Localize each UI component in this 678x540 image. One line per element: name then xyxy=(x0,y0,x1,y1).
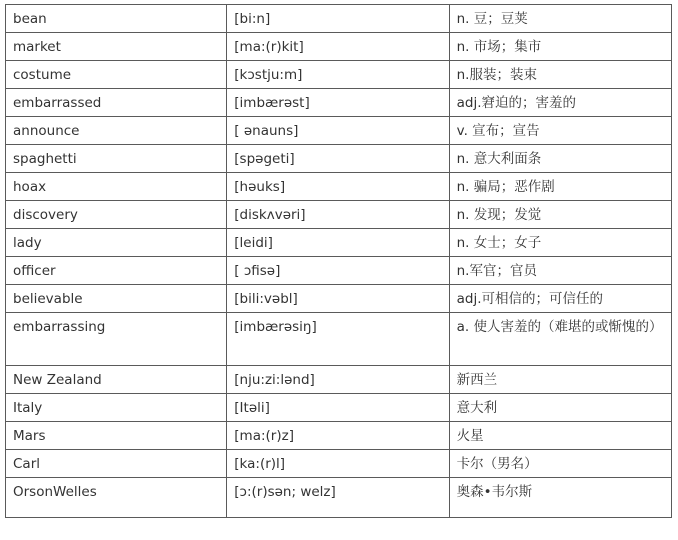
definition-cell: n. 发现；发觉 xyxy=(449,201,671,229)
definition-cell: n. 市场；集市 xyxy=(449,33,671,61)
pronunciation-cell: [kɔstju:m] xyxy=(227,61,449,89)
table-row xyxy=(6,422,672,450)
pronunciation-cell: [diskʌvəri] xyxy=(227,201,449,229)
word-cell: costume xyxy=(6,61,227,89)
table-row xyxy=(6,33,672,61)
word-cell: spaghetti xyxy=(6,145,227,173)
definition-cell: a. 使人害羞的（难堪的或惭愧的） xyxy=(449,313,671,366)
word-cell: New Zealand xyxy=(6,366,227,394)
pronunciation-cell: [həuks] xyxy=(227,173,449,201)
table-row xyxy=(6,89,672,117)
word-cell: embarrassed xyxy=(6,89,227,117)
pronunciation-cell: [ ɔfisə] xyxy=(227,257,449,285)
word-cell: Carl xyxy=(6,450,227,478)
table-row xyxy=(6,201,672,229)
table-row xyxy=(6,257,672,285)
word-cell: Italy xyxy=(6,394,227,422)
word-cell: Mars xyxy=(6,422,227,450)
vocabulary-table xyxy=(5,4,672,518)
word-cell: officer xyxy=(6,257,227,285)
pronunciation-cell: [ka:(r)l] xyxy=(227,450,449,478)
word-cell: OrsonWelles xyxy=(6,478,227,518)
word-cell: market xyxy=(6,33,227,61)
definition-cell: n.服装；装束 xyxy=(449,61,671,89)
table-row xyxy=(6,173,672,201)
pronunciation-cell: [bili:vəbl] xyxy=(227,285,449,313)
table-row xyxy=(6,285,672,313)
pronunciation-cell: [ma:(r)kit] xyxy=(227,33,449,61)
pronunciation-cell: [leidi] xyxy=(227,229,449,257)
pronunciation-cell: [ɔ:(r)sən; welz] xyxy=(227,478,449,518)
definition-cell: n.军官；官员 xyxy=(449,257,671,285)
pronunciation-cell: [Itəli] xyxy=(227,394,449,422)
word-cell: discovery xyxy=(6,201,227,229)
definition-cell: n. 豆；豆荚 xyxy=(449,5,671,33)
pronunciation-cell: [ ənauns] xyxy=(227,117,449,145)
table-row xyxy=(6,229,672,257)
table-row xyxy=(6,61,672,89)
definition-cell: 奥森•韦尔斯 xyxy=(449,478,671,518)
definition-cell: n. 女士；女子 xyxy=(449,229,671,257)
pronunciation-cell: [nju:zi:lənd] xyxy=(227,366,449,394)
vocabulary-table-body xyxy=(6,5,672,518)
table-row xyxy=(6,313,672,366)
table-row xyxy=(6,478,672,518)
definition-cell: n. 骗局；恶作剧 xyxy=(449,173,671,201)
pronunciation-cell: [imbærəst] xyxy=(227,89,449,117)
word-cell: believable xyxy=(6,285,227,313)
table-row xyxy=(6,5,672,33)
pronunciation-cell: [spəgeti] xyxy=(227,145,449,173)
pronunciation-cell: [ma:(r)z] xyxy=(227,422,449,450)
word-cell: embarrassing xyxy=(6,313,227,366)
definition-cell: adj.窘迫的；害羞的 xyxy=(449,89,671,117)
definition-cell: 意大利 xyxy=(449,394,671,422)
pronunciation-cell: [imbærəsiŋ] xyxy=(227,313,449,366)
word-cell: announce xyxy=(6,117,227,145)
table-row xyxy=(6,117,672,145)
word-cell: bean xyxy=(6,5,227,33)
table-row xyxy=(6,366,672,394)
definition-cell: 火星 xyxy=(449,422,671,450)
definition-cell: v. 宣布；宣告 xyxy=(449,117,671,145)
pronunciation-cell: [bi:n] xyxy=(227,5,449,33)
table-row xyxy=(6,394,672,422)
definition-cell: 卡尔（男名） xyxy=(449,450,671,478)
definition-cell: n. 意大利面条 xyxy=(449,145,671,173)
word-cell: hoax xyxy=(6,173,227,201)
definition-cell: 新西兰 xyxy=(449,366,671,394)
definition-cell: adj.可相信的；可信任的 xyxy=(449,285,671,313)
table-row xyxy=(6,450,672,478)
table-row xyxy=(6,145,672,173)
word-cell: lady xyxy=(6,229,227,257)
